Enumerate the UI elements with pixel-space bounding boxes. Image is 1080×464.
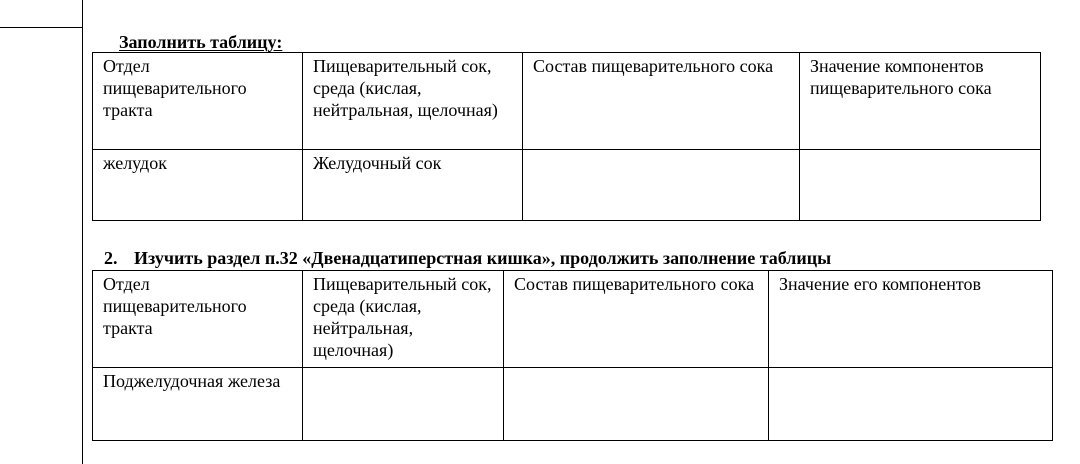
header-cell-juice: Пищеварительный сок, среда (кислая, нейтральная, щелочная) bbox=[303, 53, 523, 150]
cell-juice[interactable] bbox=[303, 368, 504, 441]
cell-meaning[interactable] bbox=[769, 368, 1053, 441]
page-margin-rule-left bbox=[82, 0, 83, 464]
cell-meaning[interactable] bbox=[800, 150, 1041, 221]
header-cell-juice: Пищеварительный сок, среда (кислая, нейтральная, щелочная) bbox=[303, 271, 504, 368]
header-cell-section: Отдел пищеварительного тракта bbox=[93, 53, 303, 150]
header-cell-composition: Состав пищеварительного сока bbox=[504, 271, 769, 368]
table-header-row bbox=[93, 271, 1053, 368]
digestion-table-pancreas bbox=[92, 270, 1053, 441]
table-row bbox=[93, 150, 1041, 221]
task-2-heading bbox=[104, 248, 831, 268]
page-margin-rule-top bbox=[0, 27, 82, 28]
digestion-table-stomach bbox=[92, 52, 1041, 221]
task-1-heading: Заполнить таблицу: bbox=[119, 32, 283, 52]
cell-section[interactable]: желудок bbox=[93, 150, 303, 221]
cell-juice[interactable]: Желудочный сок bbox=[303, 150, 523, 221]
task-2-text: Изучить раздел п.32 «Двенадцатиперстная кишка», продолжить заполнение таблицы bbox=[134, 248, 832, 268]
cell-section[interactable]: Поджелудочная железа bbox=[93, 368, 303, 441]
cell-composition[interactable] bbox=[523, 150, 800, 221]
header-cell-meaning: Значение его компонентов bbox=[769, 271, 1053, 368]
header-cell-meaning: Значение компонентов пищеварительного сока bbox=[800, 53, 1041, 150]
header-cell-section: Отдел пищеварительного тракта bbox=[93, 271, 303, 368]
table-row bbox=[93, 368, 1053, 441]
header-cell-composition: Состав пищеварительного сока bbox=[523, 53, 800, 150]
task-2-number: 2. bbox=[104, 248, 118, 268]
cell-composition[interactable] bbox=[504, 368, 769, 441]
table-header-row bbox=[93, 53, 1041, 150]
